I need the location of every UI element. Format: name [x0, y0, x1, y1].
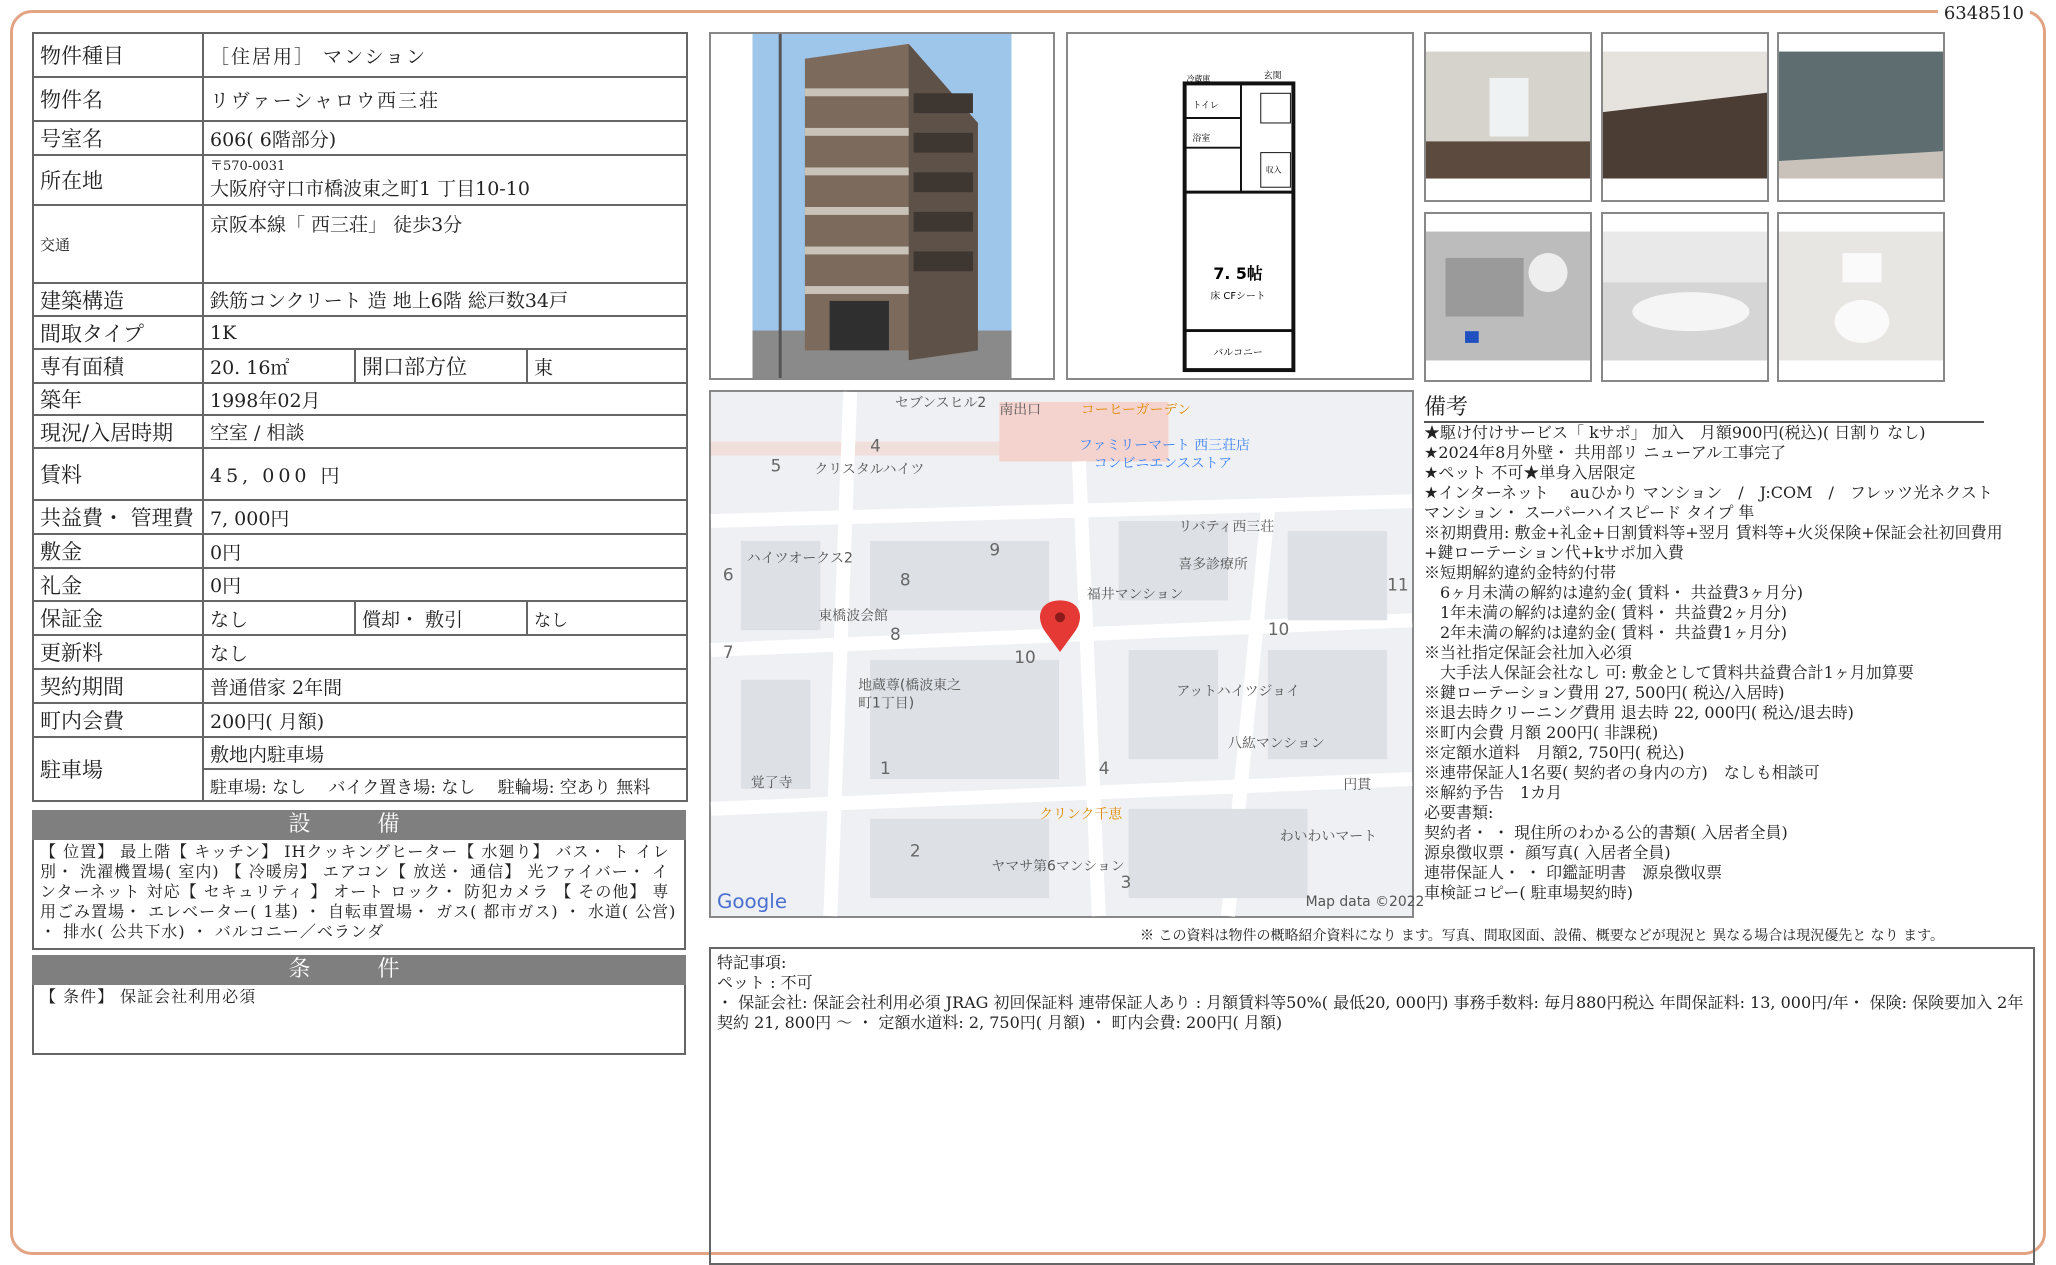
toilet-text: トイレ — [1192, 101, 1219, 112]
map-label: 覚了寺 — [750, 774, 793, 791]
fee-value: 7, 000円 — [203, 500, 687, 534]
map-block-number: 3 — [1120, 872, 1132, 893]
map-label: リバティ西三荘 — [1178, 518, 1275, 535]
type-label: 物件種目 — [33, 33, 203, 77]
guarantee-label: 保証金 — [33, 601, 203, 635]
map-label: クリンク千恵 — [1039, 806, 1123, 823]
map-label: コーヒーガーデン — [1080, 401, 1192, 418]
fridge-text: 冷蔵庫 — [1186, 74, 1211, 84]
toilet-photo — [1777, 212, 1945, 382]
map-block-number: 10 — [1267, 619, 1290, 640]
conditions-header: 条 件 — [32, 955, 686, 985]
amort-value: なし — [527, 601, 687, 635]
map-label: コンビニエンスストア — [1093, 455, 1233, 472]
map-label: Map data ©2022 — [1305, 894, 1425, 911]
map-label: 南出口 — [999, 401, 1042, 418]
map-block-number: 6 — [722, 564, 734, 585]
key-money-label: 礼金 — [33, 568, 203, 601]
status-value: 空室 / 相談 — [203, 415, 687, 448]
facilities-text: 【 位置】 最上階【 キッチン】 IHクッキングヒーター【 水廻り】 バス・ ト イレ別・ 洗濯機置場( 室内) 【 冷暖房】 エアコン【 放送・ 通信】 光ファイバー・ インターネット 対応【 セキュリティ 】 オート ロック・ 防犯カメラ 【 その他】 専用ごみ置場・ エレベーター( 1基) ・ 自転車置場・ ガス( 都市ガス) ・ 水道( 公営) ・ 排水( 公共下水) ・ バルコニー／ベランダ — [32, 840, 686, 950]
map-label: 八紘マンション — [1228, 735, 1325, 752]
map-label: わいわいマート — [1279, 828, 1378, 845]
type-value: ［住居用］ マンション — [203, 33, 687, 77]
map-label: ファミリーマート 西三荘店 — [1078, 437, 1250, 454]
transport-value: 京阪本線「 西三荘」 徒歩3分 — [203, 205, 687, 283]
town-value: 200円( 月額) — [203, 703, 687, 737]
renewal-value: なし — [203, 635, 687, 669]
map-label: 東橋波会館 — [818, 608, 888, 625]
map-block-number: 8 — [889, 624, 901, 645]
name-value: リヴァーシャロウ西三荘 — [203, 77, 687, 121]
renewal-label: 更新料 — [33, 635, 203, 669]
parking-detail: 駐車場: なし バイク置き場: なし 駐輪場: 空あり 無料 — [203, 769, 687, 801]
deposit-value: 0円 — [203, 534, 687, 568]
map-block-number: 11 — [1387, 574, 1409, 595]
location-map[interactable] — [709, 390, 1425, 918]
map-block-number: 4 — [870, 435, 881, 456]
rent-value: 45, 000 円 — [203, 448, 687, 500]
built-label: 築年 — [33, 383, 203, 415]
disclaimer: ※ この資料は物件の概略紹介資料になり ます。写真、間取図面、設備、概要などが現況と 異なる場合は現況優先と なり ます。 — [1140, 928, 1945, 944]
map-block-number: 5 — [770, 455, 782, 476]
notes-text: ★駆け付けサービス「 kサポ」 加入 月額900円(税込)( 日割り なし) ★2024年8月外壁・ 共用部リ ニューアル工事完了 ★ペット 不可★単身入居限定 ★インターネット auひかり マンション / J:COM / フレッツ光ネクスト マンション・ スーパーハイスピード タイプ 隼 ※初期費用: 敷金+礼金+日割賃料等+翌月 賃料等+火災保険+保証会社初回費用+鍵ローテーション代+kサポ加入費 ※短期解約違約金特約付帯 6ヶ月未満の解約は違約金( 賃料・ 共益費3ヶ月分) 1年未満の解約は違約金( 賃料・ 共益費2ヶ月分) 2年未満の解約は違約金( 賃料・ 共益費1ヶ月分) ※当社指定保証会社加入必須 大手法人保証会社なし 可: 敷金として賃料共益費合計1ヶ月加算要 ※鍵ローテーション費用 27, 500円( 税込/入居時) ※退去時クリーニング費用 退去時 22, 000円( 税込/退去時) ※町内会費 月額 200円( 非課税) ※定額水道料 月額2, 750円( 税込) ※連帯保証人1名要( 契約者の身内の方) なしも相談可 ※解約予告 1カ月 必要書類: 契約者・ ・ 現住所のわかる公的書類( 入居者全員) 源泉徴収票・ 顔写真( 入居者全員) 連帯保証人・ ・ 印鑑証明書 源泉徴収票 車検証コピー( 駐車場契約時) — [1424, 423, 2003, 902]
map-label: ヤマサ第6マンション — [991, 858, 1125, 875]
guarantee-value: なし — [203, 601, 355, 635]
key-money-value: 0円 — [203, 568, 687, 601]
map-label: セブンスヒル2 — [894, 394, 987, 411]
document-id: 6348510 — [1938, 3, 2030, 24]
area-label: 専有面積 — [33, 349, 203, 383]
postal-code: 〒570-0031 — [210, 158, 286, 174]
room-value: 606( 6階部分) — [203, 121, 687, 155]
map-block-number: 10 — [1014, 646, 1036, 667]
tatami-text: 7. 5帖 — [1213, 264, 1263, 284]
balcony-text: バルコニー — [1213, 347, 1263, 359]
entrance-text: 玄関 — [1263, 71, 1282, 82]
contract-value: 普通借家 2年間 — [203, 669, 687, 703]
layout-label: 間取タイプ — [33, 316, 203, 349]
layout-value: 1K — [203, 316, 687, 349]
storage-text: 収入 — [1265, 165, 1282, 175]
facilities-header: 設 備 — [32, 810, 686, 840]
room-photo-3 — [1777, 32, 1945, 202]
parking-label: 駐車場 — [33, 737, 203, 801]
status-label: 現況/入居時期 — [33, 415, 203, 448]
bath-text: 浴室 — [1192, 133, 1211, 144]
room-photo-2 — [1601, 32, 1769, 202]
map-block-number: 8 — [899, 569, 911, 590]
conditions-text: 【 条件】 保証会社利用必須 — [32, 985, 686, 1055]
area-value: 20. 16㎡ — [203, 349, 355, 383]
map-label: Google — [716, 890, 788, 914]
town-label: 町内会費 — [33, 703, 203, 737]
map-label: 地蔵尊(橋波東之 — [858, 677, 961, 694]
floor-material-text: 床 CFシート — [1210, 290, 1266, 302]
map-block-number: 4 — [1098, 758, 1110, 779]
property-table — [32, 32, 688, 802]
address-label: 所在地 — [33, 155, 203, 205]
floor-plan — [1066, 32, 1414, 380]
fee-label: 共益費・ 管理費 — [33, 500, 203, 534]
deposit-label: 敷金 — [33, 534, 203, 568]
structure-value: 鉄筋コンクリート 造 地上6階 総戸数34戸 — [203, 283, 687, 316]
map-label: クリスタルハイツ — [814, 461, 925, 478]
map-block-number: 1 — [880, 758, 891, 779]
map-block-number: 2 — [909, 840, 921, 861]
notes-title: 備考 — [1424, 390, 1984, 423]
name-label: 物件名 — [33, 77, 203, 121]
map-label: 円貫 — [1343, 776, 1372, 793]
room-photo-1 — [1424, 32, 1592, 202]
direction-value: 東 — [527, 349, 687, 383]
map-block-number: 9 — [989, 539, 1001, 560]
map-label: 福井マンション — [1086, 586, 1184, 603]
special-notes: 特記事項: ペット : 不可 ・ 保証会社: 保証会社利用必須 JRAG 初回保証料 連帯保証人あり : 月額賃料等50%( 最低20, 000円) 事務手数料: 毎月880円税込 年間保証料: 13, 000円/年・ 保険: 保険要加入 2年契約 21, 800円 〜 ・ 定額水道料: 2, 750円( 月額) ・ 町内会費: 200円( 月額) — [709, 947, 2035, 1265]
built-value: 1998年02月 — [203, 383, 687, 415]
room-label: 号室名 — [33, 121, 203, 155]
map-label: アットハイツジョイ — [1176, 683, 1300, 700]
bath-photo — [1601, 212, 1769, 382]
transport-label: 交通 — [33, 205, 203, 283]
building-photo — [709, 32, 1055, 380]
address-cell — [203, 155, 687, 205]
parking-value: 敷地内駐車場 — [203, 737, 687, 769]
map-block-number: 7 — [722, 641, 734, 662]
map-label: 町1丁目) — [858, 695, 915, 712]
map-label: 喜多診療所 — [1178, 556, 1248, 573]
structure-label: 建築構造 — [33, 283, 203, 316]
address-value: 大阪府守口市橋波東之町1 丁目10-10 — [210, 177, 530, 200]
rent-label: 賃料 — [33, 448, 203, 500]
contract-label: 契約期間 — [33, 669, 203, 703]
kitchen-photo — [1424, 212, 1592, 382]
amort-label: 償却・ 敷引 — [355, 601, 527, 635]
map-label: ハイツオークス2 — [746, 550, 853, 567]
direction-label: 開口部方位 — [355, 349, 527, 383]
